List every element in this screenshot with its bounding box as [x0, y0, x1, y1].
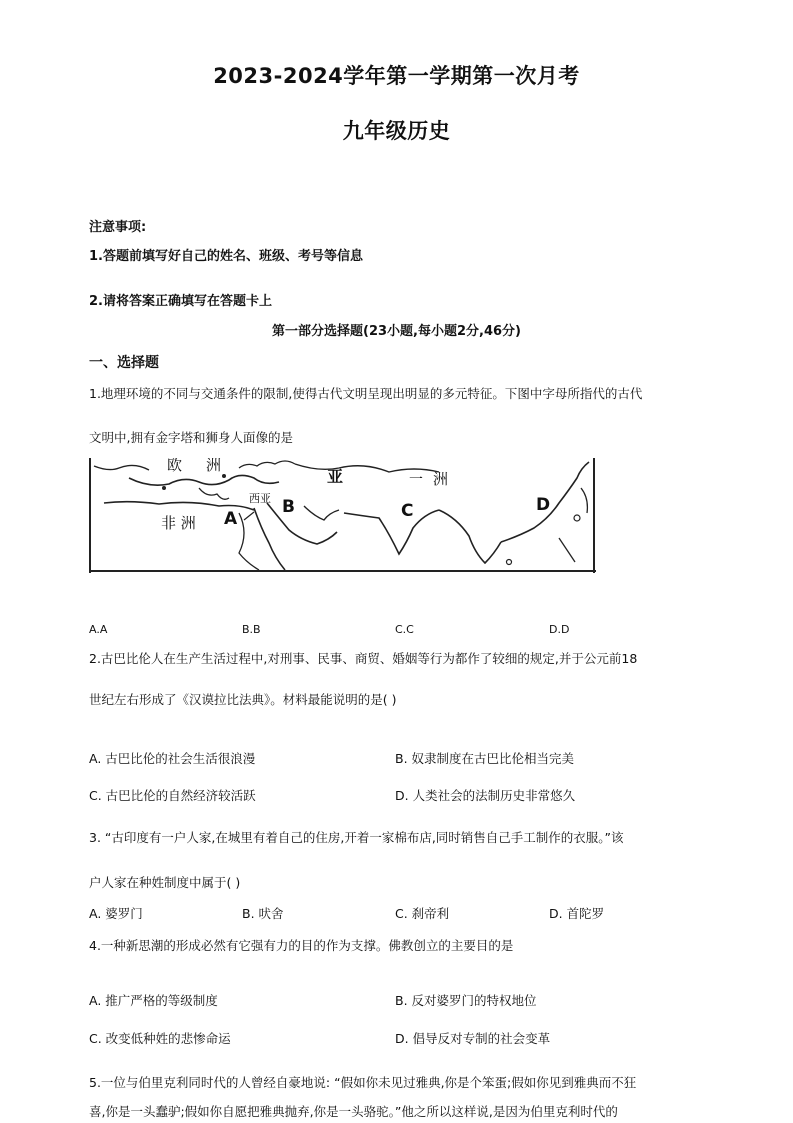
map-label-C: C	[401, 501, 414, 521]
q4-option-d[interactable]: D. 倡导反对专制的社会变革	[395, 1031, 551, 1046]
q5-text-line1: 5.一位与伯里克利同时代的人曾经自豪地说: “假如你未见过雅典,你是个笨蛋;假如你见到雅典而不狂	[89, 1075, 637, 1090]
q1-text-line2: 文明中,拥有金字塔和狮身人面像的是	[89, 430, 293, 445]
q3-option-a[interactable]: A. 婆罗门	[89, 906, 143, 921]
q2-text-line1: 2.古巴比伦人在生产生活过程中,对刑事、民事、商贸、婚姻等行为都作了较细的规定,并于公元前18	[89, 651, 638, 666]
q2-text-line2: 世纪左右形成了《汉谟拉比法典》。材料最能说明的是( )	[89, 692, 397, 707]
map-label-europe-2: 洲	[206, 458, 222, 474]
notice-item-1: 1.答题前填写好自己的姓名、班级、考号等信息	[89, 249, 363, 264]
map-label-asia-1: 亚	[327, 467, 344, 486]
q3-text-line1: 3. “古印度有一户人家,在城里有着自己的住房,开着一家棉布店,同时销售自己手工制作的衣服。”该	[89, 830, 624, 845]
q2-option-a[interactable]: A. 古巴比伦的社会生活很浪漫	[89, 751, 256, 766]
q1-text-line1: 1.地理环境的不同与交通条件的限制,使得古代文明呈现出明显的多元特征。下图中字母所指代的古代	[89, 386, 643, 401]
q2-option-d[interactable]: D. 人类社会的法制历史非常悠久	[395, 788, 576, 803]
q3-option-d[interactable]: D. 首陀罗	[549, 906, 605, 921]
notice-item-2: 2.请将答案正确填写在答题卡上	[89, 294, 272, 309]
notice-heading: 注意事项:	[89, 220, 147, 235]
q3-option-c[interactable]: C. 刹帝利	[395, 906, 450, 921]
exam-subject: 九年级历史	[342, 119, 451, 143]
q4-option-a[interactable]: A. 推广严格的等级制度	[89, 993, 218, 1008]
map-label-africa: 非 洲	[161, 514, 196, 532]
map-label-europe-1: 欧	[167, 458, 183, 474]
q1-option-a[interactable]: A.A	[89, 623, 108, 636]
q1-option-b[interactable]: B.B	[242, 623, 261, 636]
q2-option-c[interactable]: C. 古巴比伦的自然经济较活跃	[89, 788, 256, 803]
q4-text-line1: 4.一种新思潮的形成必然有它强有力的目的作为支撑。佛教创立的主要目的是	[89, 938, 514, 953]
exam-title: 2023-2024学年第一学期第一次月考	[213, 64, 580, 88]
q5-text-line2: 喜,你是一头蠢驴;假如你自愿把雅典抛弃,你是一头骆驼。”他之所以这样说,是因为伯里克利时代的	[89, 1104, 618, 1119]
map-label-asia-2: 洲	[433, 470, 449, 488]
q1-option-c[interactable]: C.C	[395, 623, 414, 636]
q3-text-line2: 户人家在种姓制度中属于( )	[89, 875, 241, 890]
q1-map	[89, 458, 596, 573]
q1-option-d[interactable]: D.D	[549, 623, 570, 636]
part1-heading: 第一部分选择题(23小题,每小题2分,46分)	[272, 324, 521, 339]
section-heading: 一、选择题	[89, 355, 159, 371]
map-label-dash: 一	[409, 472, 423, 488]
map-label-west-asia: 西亚	[249, 492, 271, 505]
q2-option-b[interactable]: B. 奴隶制度在古巴比伦相当完美	[395, 751, 575, 766]
map-label-D: D	[536, 495, 551, 515]
map-label-B: B	[282, 497, 295, 517]
q4-option-c[interactable]: C. 改变低种姓的悲惨命运	[89, 1031, 231, 1046]
map-label-A: A	[224, 509, 238, 529]
q4-option-b[interactable]: B. 反对婆罗门的特权地位	[395, 993, 537, 1008]
q3-option-b[interactable]: B. 吠舍	[242, 906, 284, 921]
